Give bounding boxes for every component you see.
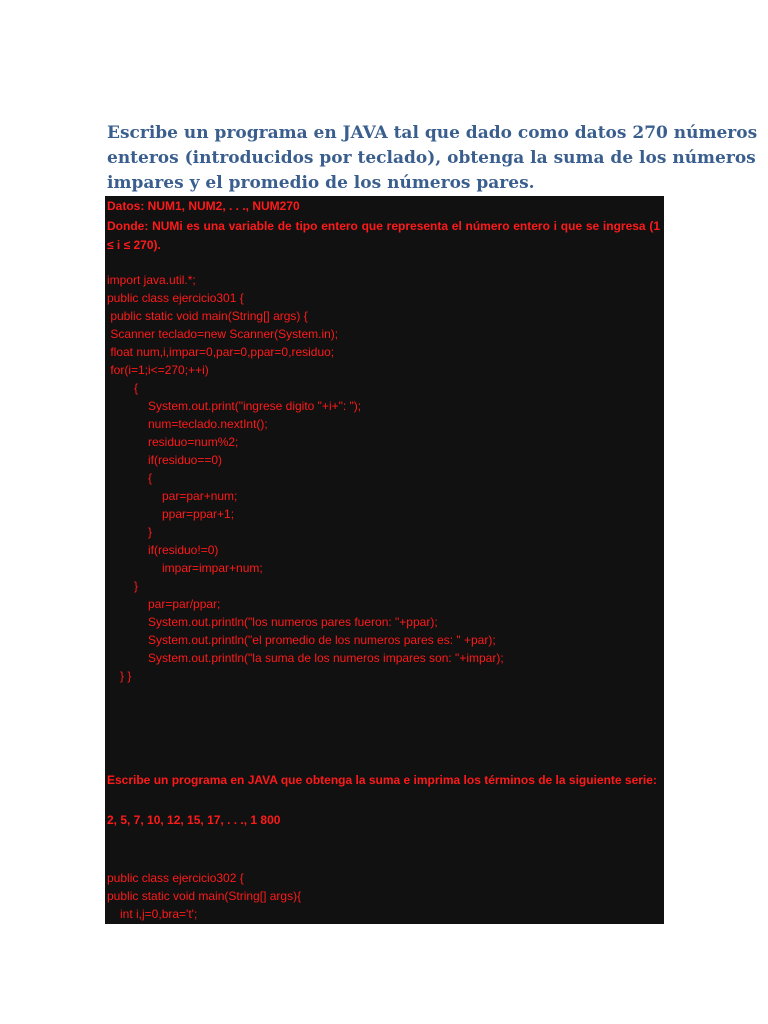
code-line: public static void main(String[] args) { [107, 309, 308, 323]
code-line: } } [120, 669, 132, 683]
code-line: if(residuo==0) [148, 453, 223, 467]
datos-line: Datos: NUM1, NUM2, . . ., NUM270 [107, 199, 300, 213]
heading-line-1: Escribe un programa en JAVA tal que dado como datos 270 números [107, 123, 758, 143]
code-line: } [134, 579, 139, 593]
heading-line-3: impares y el promedio de los números pares. [107, 173, 535, 193]
code-line: Scanner teclado=new Scanner(System.in); [107, 327, 339, 341]
code-line: System.out.print("ingrese digito "+i+": "); [148, 399, 362, 413]
code-line: num=teclado.nextInt(); [148, 417, 268, 431]
code-line: System.out.println("los numeros pares fueron: "+ppar); [148, 615, 438, 629]
donde-paragraph: Donde: NUMi es una variable de tipo entero que representa el número entero i que se ingresa (1 ≤ i ≤ 270). [107, 219, 660, 252]
code-block [105, 196, 664, 924]
code-line: System.out.println("la suma de los numeros impares son: "+impar); [148, 651, 504, 665]
code-line: float num,i,impar=0,par=0,ppar=0,residuo; [107, 345, 335, 359]
code-line: public class ejercicio302 { [107, 871, 244, 885]
code-line: if(residuo!=0) [148, 543, 219, 557]
code-line: public static void main(String[] args){ [107, 889, 302, 903]
code-line: par=par/ppar; [148, 597, 221, 611]
code-line: public class ejercicio301 { [107, 291, 244, 305]
code-line: ppar=ppar+1; [162, 507, 235, 521]
code-line: } [148, 525, 153, 539]
exercise-heading [107, 121, 758, 196]
series-statement: Escribe un programa en JAVA que obtenga la suma e imprima los términos de la siguiente serie: [107, 773, 657, 787]
heading-line-2: enteros (introducidos por teclado), obtenga la suma de los números [107, 148, 756, 168]
code-line: int i,j=0,bra='t'; [120, 907, 198, 921]
series-values: 2, 5, 7, 10, 12, 15, 17, . . ., 1 800 [107, 813, 281, 827]
code-line: System.out.println("el promedio de los numeros pares es: " +par); [148, 633, 496, 647]
code-line: residuo=num%2; [148, 435, 239, 449]
code-line: import java.util.*; [107, 273, 196, 287]
code-line: { [134, 381, 139, 395]
code-line: par=par+num; [162, 489, 238, 503]
code-line: impar=impar+num; [162, 561, 263, 575]
code-line: { [148, 471, 153, 485]
code-line: for(i=1;i<=270;++i) [107, 363, 209, 377]
